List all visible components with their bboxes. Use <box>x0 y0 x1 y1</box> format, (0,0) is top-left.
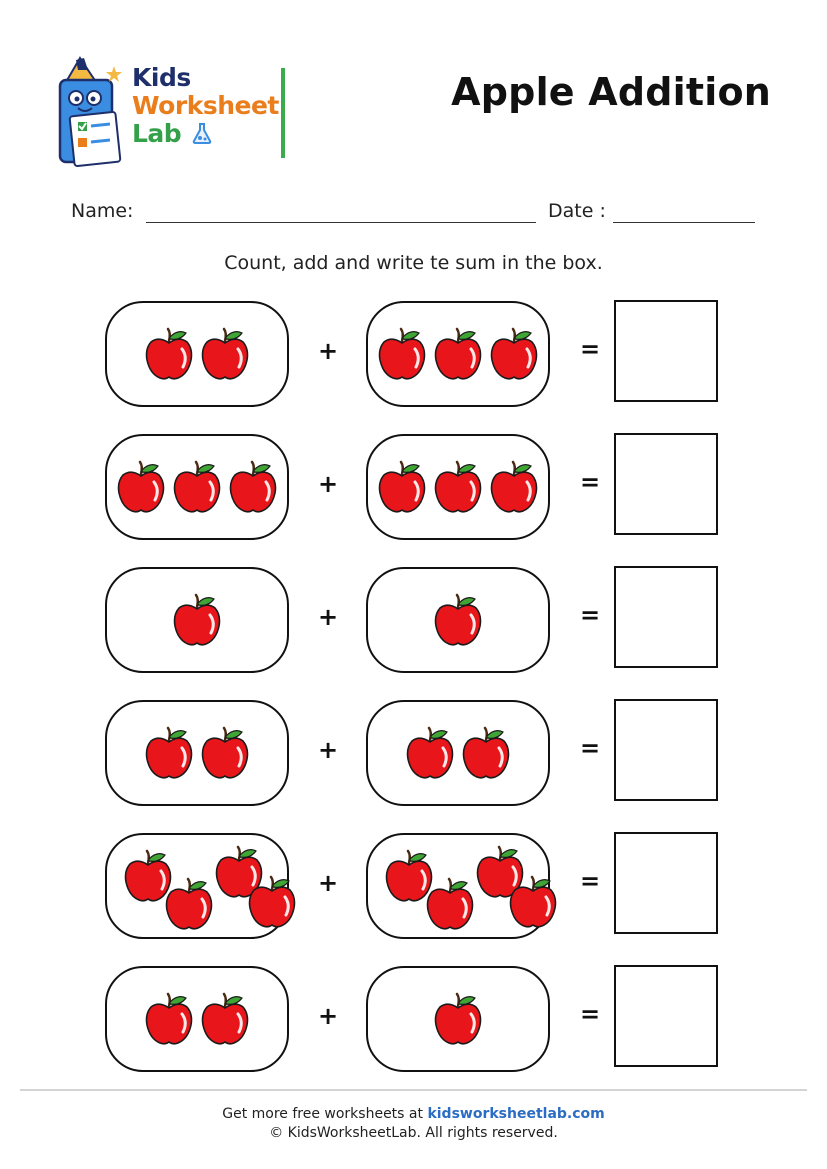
apple-icon <box>405 726 455 780</box>
apple-icon <box>144 992 194 1046</box>
right-apple-group <box>366 966 550 1072</box>
apple-icon <box>377 460 427 514</box>
apple-icon <box>489 460 539 514</box>
equals-sign: = <box>579 734 601 762</box>
answer-box[interactable] <box>614 832 718 934</box>
footer-promo <box>0 1106 827 1122</box>
apple-icon <box>247 875 297 929</box>
apple-icon <box>508 875 558 929</box>
footer-divider <box>20 1089 807 1091</box>
plus-sign: + <box>317 736 339 764</box>
apple-icon <box>200 726 250 780</box>
left-apple-group <box>105 434 289 540</box>
apple-icon <box>164 877 214 931</box>
answer-box[interactable] <box>614 965 718 1067</box>
footer-copyright: © KidsWorksheetLab. All rights reserved. <box>269 1125 558 1141</box>
answer-box[interactable] <box>614 699 718 801</box>
equals-sign: = <box>579 1000 601 1028</box>
right-apple-group <box>366 700 550 806</box>
name-label: Name: <box>71 200 134 222</box>
left-apple-group <box>105 700 289 806</box>
logo-text-worksheet: Worksheet <box>132 91 279 120</box>
apple-icon <box>461 726 511 780</box>
left-apple-group <box>105 833 289 939</box>
equals-sign: = <box>579 867 601 895</box>
equals-sign: = <box>579 335 601 363</box>
answer-box[interactable] <box>614 566 718 668</box>
page-title: Apple Addition <box>451 70 771 114</box>
apple-icon <box>433 992 483 1046</box>
plus-sign: + <box>317 470 339 498</box>
apple-icon <box>144 726 194 780</box>
right-apple-group <box>366 567 550 673</box>
apple-icon <box>200 327 250 381</box>
instructions: Count, add and write te sum in the box. <box>224 252 603 274</box>
plus-sign: + <box>317 603 339 631</box>
apple-icon <box>228 460 278 514</box>
logo-text-kids: Kids <box>132 63 191 92</box>
answer-box[interactable] <box>614 433 718 535</box>
left-apple-group <box>105 567 289 673</box>
equals-sign: = <box>579 601 601 629</box>
apple-icon <box>116 460 166 514</box>
apple-icon <box>144 327 194 381</box>
date-label: Date : <box>548 200 606 222</box>
right-apple-group <box>366 434 550 540</box>
footer-link[interactable]: kidsworksheetlab.com <box>427 1106 605 1122</box>
footer-promo-text: Get more free worksheets at <box>222 1106 428 1122</box>
equals-sign: = <box>579 468 601 496</box>
plus-sign: + <box>317 1002 339 1030</box>
apple-icon <box>425 877 475 931</box>
logo-text-lab: Lab <box>132 119 182 148</box>
plus-sign: + <box>317 337 339 365</box>
left-apple-group <box>105 966 289 1072</box>
answer-box[interactable] <box>614 300 718 402</box>
apple-icon <box>433 593 483 647</box>
right-apple-group <box>366 301 550 407</box>
left-apple-group <box>105 301 289 407</box>
apple-icon <box>433 327 483 381</box>
apple-icon <box>433 460 483 514</box>
right-apple-group <box>366 833 550 939</box>
apple-icon <box>377 327 427 381</box>
apple-icon <box>172 460 222 514</box>
apple-icon <box>489 327 539 381</box>
plus-sign: + <box>317 869 339 897</box>
apple-icon <box>200 992 250 1046</box>
apple-icon <box>172 593 222 647</box>
